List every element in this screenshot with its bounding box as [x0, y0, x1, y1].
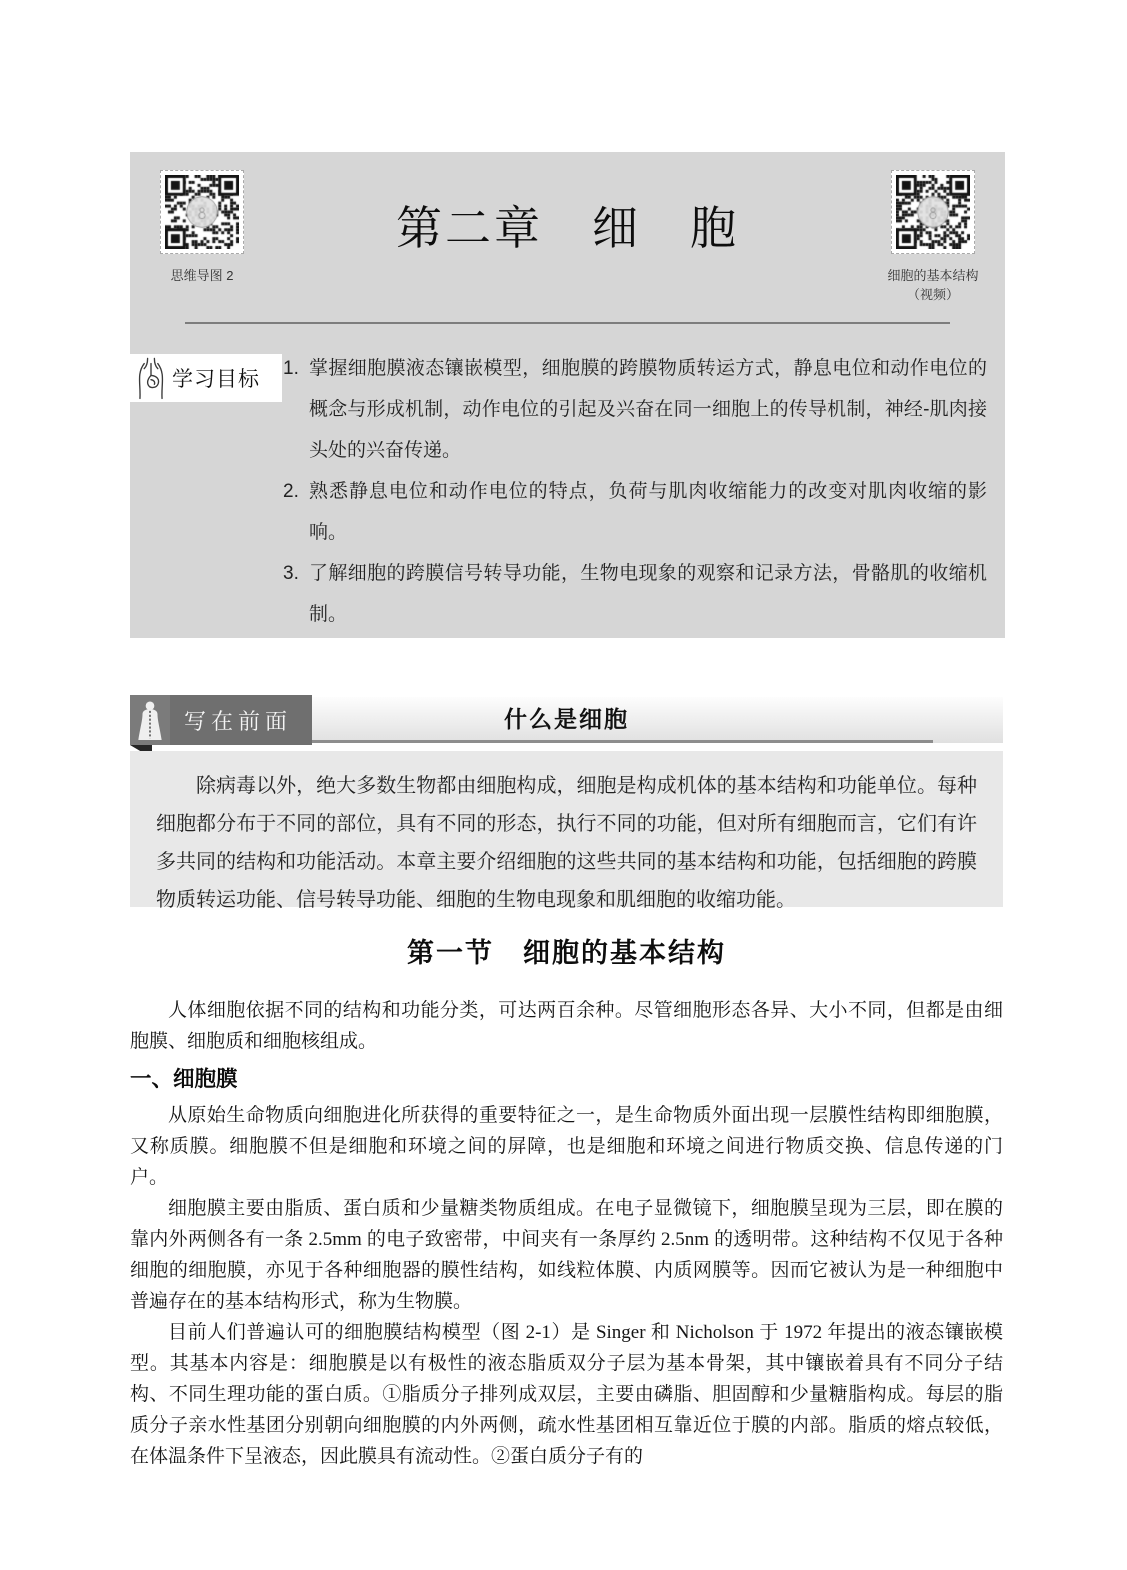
learning-objectives-heading: 学习目标	[172, 367, 260, 391]
objective-item	[283, 348, 987, 471]
objective-number: 3.	[283, 563, 299, 584]
qr-frame	[891, 170, 975, 254]
main-content	[130, 938, 1003, 1472]
objective-item	[283, 471, 987, 553]
preface-body-box	[130, 751, 1003, 911]
video-qr-block	[878, 170, 988, 305]
preface-paragraph: 除病毒以外，绝大多数生物都由细胞构成，细胞是构成机体的基本结构和功能单位。每种细胞都分布于不同的部位，具有不同的形态，执行不同的功能，但对所有细胞而言，它们有许多共同的结构和功能活动。本章主要介绍细胞的这些共同的基本结构和功能，包括细胞的跨膜物质转运功能、信号转导功能、细胞的生物电现象和肌细胞的收缩功能。	[156, 775, 977, 911]
preface-tab-label: 写在前面	[184, 708, 293, 734]
learning-objectives-list	[283, 348, 987, 635]
section-title: 第一节 细胞的基本结构	[407, 938, 726, 968]
objective-item	[283, 553, 987, 635]
back-figure-icon	[130, 695, 170, 745]
torso-anatomy-icon	[134, 356, 168, 400]
preface-title: 什么是细胞	[504, 707, 629, 732]
video-qr-label-line1: 细胞的基本结构	[887, 268, 979, 283]
preface-header-band	[130, 697, 1003, 743]
body-paragraph: 目前人们普遍认可的细胞膜结构模型（图 2-1）是 Singer 和 Nicholson 于 1972 年提出的液态镶嵌模型。其基本内容是：细胞膜是以有极性的液态脂质双分子层为基本骨架，其中镶嵌着具有不同分子结构、不同生理功能的蛋白质。①脂质分子排列成双层，主要由磷脂、胆固醇和少量糖脂构成。每层的脂质分子亲水性基团分别朝向细胞膜的内外两侧，疏水性基团相互靠近位于膜的内部。脂质的熔点较低，在体温条件下呈液态，因此膜具有流动性。②蛋白质分子有的	[130, 1322, 1003, 1467]
body-paragraph: 细胞膜主要由脂质、蛋白质和少量糖类物质组成。在电子显微镜下，细胞膜呈现为三层，即在膜的靠内外两侧各有一条 2.5mm 的电子致密带，中间夹有一条厚约 2.5nm 的透明带。这种结构不仅见于各种细胞的细胞膜，亦见于各种细胞器的膜性结构，如线粒体膜、内质网膜等。因而它被认为是一种细胞中普遍存在的基本结构形式，称为生物膜。	[130, 1198, 1003, 1312]
mindmap-qr-label: 思维导图 2	[170, 268, 234, 283]
learning-objectives-badge	[130, 354, 282, 402]
video-qr-code-icon	[896, 175, 970, 249]
chapter-header-panel	[130, 152, 1005, 638]
preface-tab	[130, 695, 312, 745]
chapter-divider-rule	[185, 322, 950, 324]
subsection-heading: 一、细胞膜	[130, 1067, 238, 1091]
body-paragraph: 从原始生命物质向细胞进化所获得的重要特征之一，是生命物质外面出现一层膜性结构即细胞膜，又称质膜。细胞膜不但是细胞和环境之间的屏障，也是细胞和环境之间进行物质交换、信息传递的门户。	[130, 1105, 1003, 1188]
objective-text: 熟悉静息电位和动作电位的特点，负荷与肌肉收缩能力的改变对肌肉收缩的影响。	[309, 481, 987, 543]
objective-number: 1.	[283, 358, 299, 379]
objective-text: 掌握细胞膜液态镶嵌模型，细胞膜的跨膜物质转运方式，静息电位和动作电位的概念与形成机制，动作电位的引起及兴奋在同一细胞上的传导机制，神经-肌肉接头处的兴奋传递。	[309, 358, 987, 461]
objective-number: 2.	[283, 481, 299, 502]
video-qr-label-line2: （视频）	[906, 287, 959, 302]
objective-text: 了解细胞的跨膜信号转导功能，生物电现象的观察和记录方法，骨骼肌的收缩机制。	[309, 563, 987, 625]
chapter-title: 第二章 细 胞	[396, 203, 739, 254]
section-intro-paragraph: 人体细胞依据不同的结构和功能分类，可达两百余种。尽管细胞形态各异、大小不同，但都是由细胞膜、细胞质和细胞核组成。	[130, 1000, 1003, 1052]
